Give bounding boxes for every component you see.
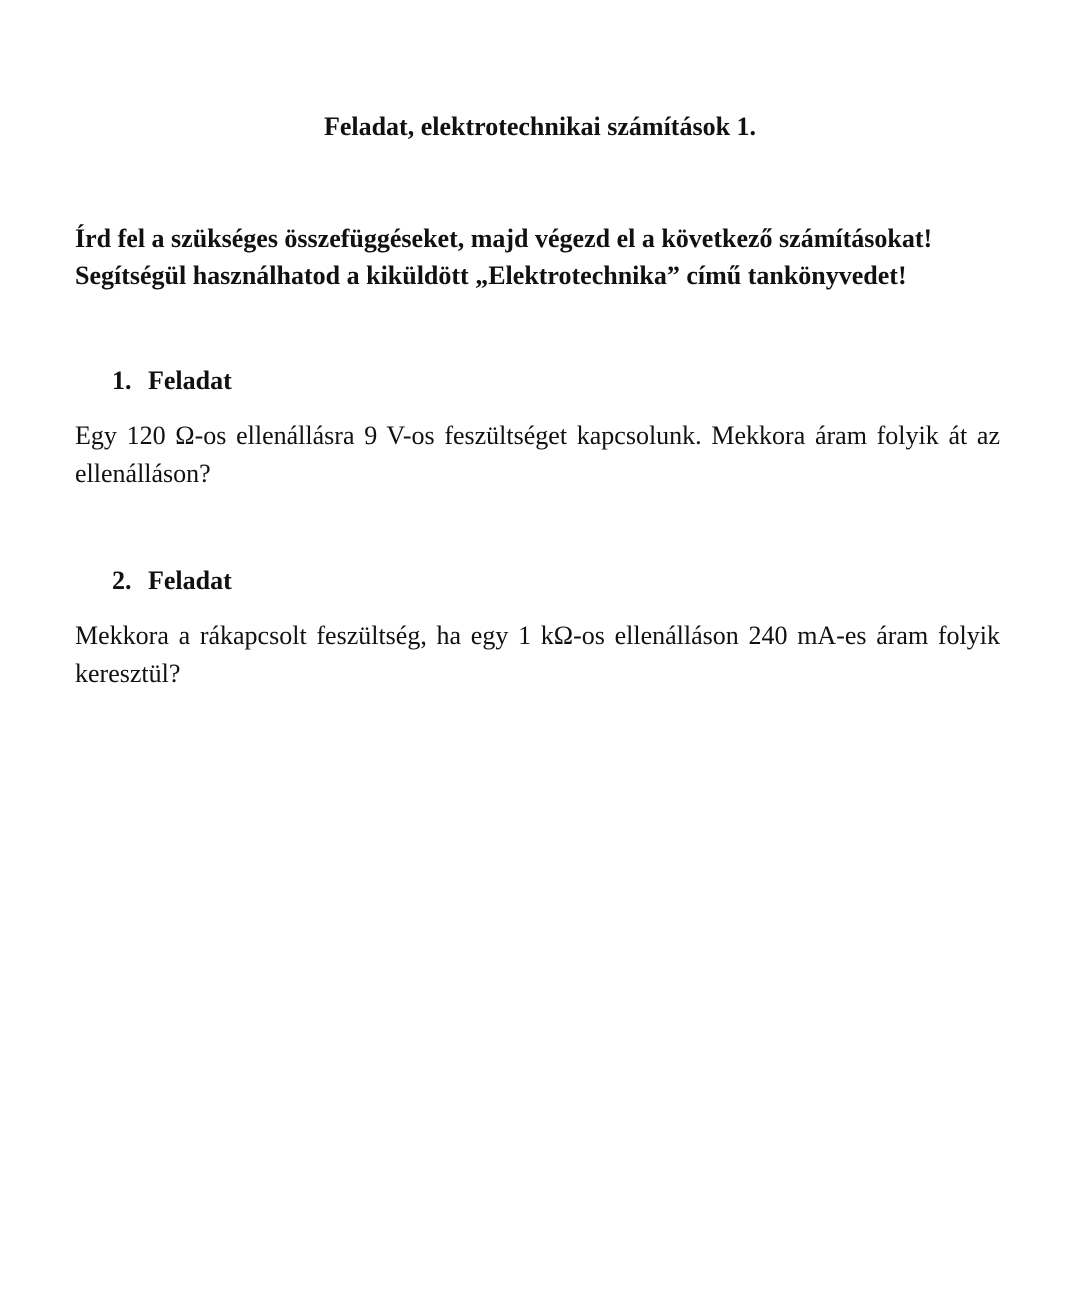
task-1-text [75,417,1000,493]
task-1-paragraph: Egy 120 Ω-os ellenállásra 9 V-os feszültséget kapcsolunk. Mekkora áram folyik át az ellenálláson? [75,421,1000,488]
task-2-paragraph: Mekkora a rákapcsolt feszültség, ha egy 1 kΩ-os ellenálláson 240 mA-es áram folyik keresztül? [75,621,1000,688]
instructions-line-1: Írd fel a szükséges összefüggéseket, majd végezd el a következő számításokat! [75,224,933,253]
page-title: Feladat, elektrotechnikai számítások 1. [323,112,757,141]
task-1-heading [112,364,232,398]
task-2-heading-label: Feladat [148,566,232,595]
task-2-text [75,617,1000,693]
task-1-number: 1. [112,366,132,395]
instructions-line-2: Segítségül használhatod a kiküldött „Elektrotechnika” című tankönyvedet! [75,261,907,290]
task-2-number: 2. [112,566,132,595]
instructions [75,220,1010,294]
task-1-heading-label: Feladat [148,366,232,395]
task-2-heading [112,564,232,598]
